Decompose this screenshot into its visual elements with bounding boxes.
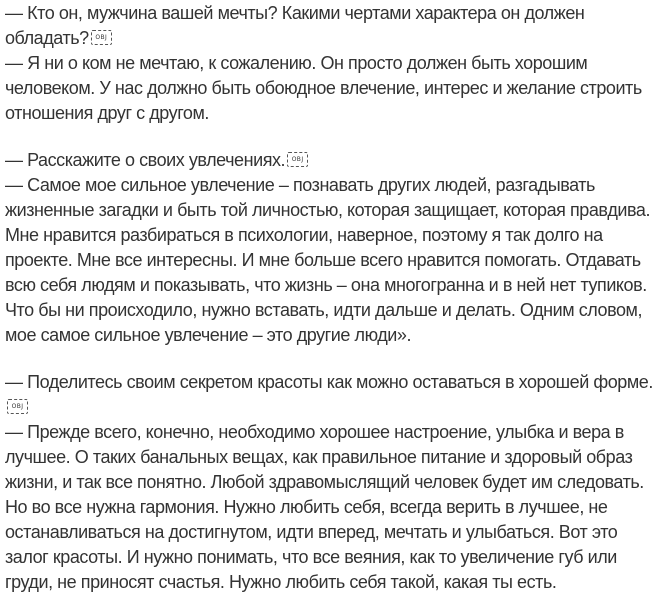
answer-paragraph — [5, 420, 662, 595]
embedded-object-placeholder-icon: OBJ — [91, 30, 112, 45]
question-paragraph — [5, 1, 662, 51]
qa-block — [5, 1, 662, 126]
question-text: — Кто он, мужчина вашей мечты? Какими чертами характера он должен обладать? — [5, 3, 585, 48]
answer-paragraph — [5, 173, 662, 348]
question-text: — Расскажите о своих увлечениях. — [5, 150, 286, 170]
answer-paragraph — [5, 51, 662, 126]
question-paragraph — [5, 370, 662, 420]
qa-block — [5, 148, 662, 348]
embedded-object-placeholder-icon: OBJ — [7, 399, 28, 414]
question-text: — Поделитесь своим секретом красоты как можно оставаться в хорошей форме. — [5, 372, 653, 392]
embedded-object-placeholder-icon: OBJ — [287, 152, 308, 167]
answer-text: — Прежде всего, конечно, необходимо хорошее настроение, улыбка и вера в лучшее. О таких банальных вещах, как правильное питание и здоровый образ жизни, и так все понятно. Любой здравомыслящий человек будет им следовать. Но во все нужна гармония. Нужно любить себя, всегда верить в лучшее, не останавливаться на достигнутом, идти вперед, мечтать и улыбаться. Вот это залог красоты. И нужно понимать, что все веяния, как то увеличение губ или груди, не приносят счастья. Нужно любить себя такой, какая ты есть. — [5, 422, 644, 592]
question-paragraph — [5, 148, 662, 173]
answer-text: — Я ни о ком не мечтаю, к сожалению. Он просто должен быть хорошим человеком. У нас должно быть обоюдное влечение, интерес и желание строить отношения друг с другом. — [5, 53, 642, 123]
answer-text: — Самое мое сильное увлечение – познавать других людей, разгадывать жизненные загадки и быть той личностью, которая защищает, которая правдива. Мне нравится разбираться в психологии, наверное, поэтому я так долго на проекте. Мне все интересны. И мне больше всего нравится помогать. Отдавать всю себя людям и показывать, что жизнь – она многогранна и в ней нет тупиков. Что бы ни происходило, нужно вставать, идти дальше и делать. Одним словом, мое самое сильное увлечение – это другие люди». — [5, 175, 651, 345]
qa-block — [5, 370, 662, 595]
